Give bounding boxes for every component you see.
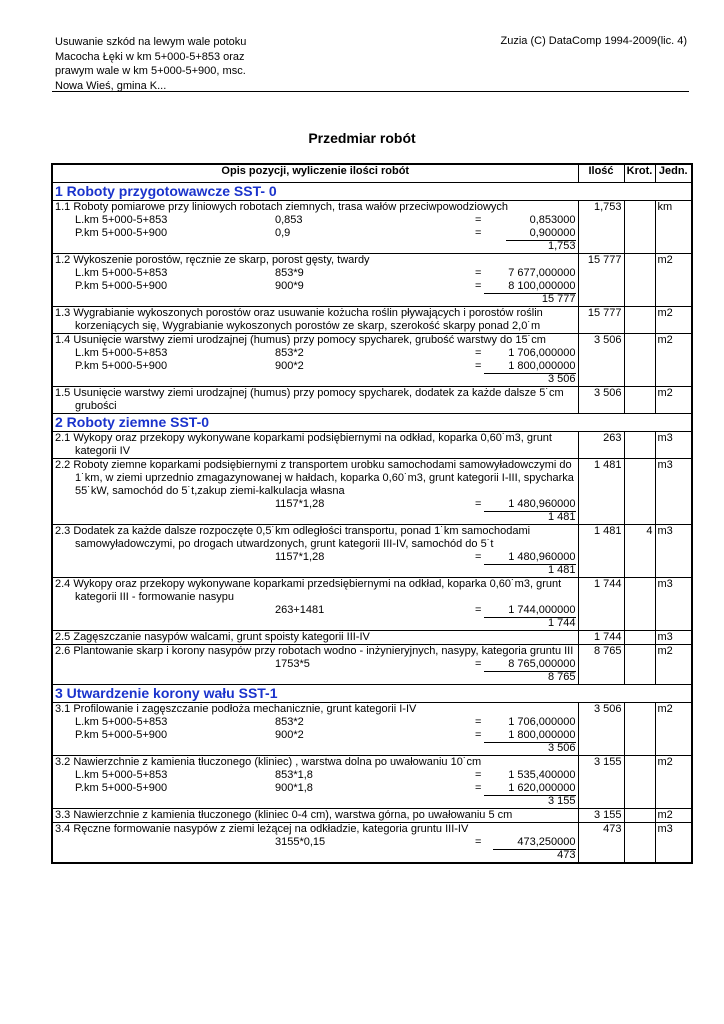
- calc-equals: =: [475, 498, 482, 510]
- calc-expression: 3155*0,15: [275, 836, 326, 848]
- item-unit: m2: [655, 809, 692, 823]
- calc-line: [55, 604, 576, 617]
- item-quantity: 1 744: [578, 631, 624, 645]
- calc-value: 1 480,960000: [484, 551, 575, 565]
- item-unit: m3: [655, 823, 692, 864]
- calc-total: 1 481: [547, 511, 576, 523]
- calc-expression: 263+1481: [275, 604, 325, 616]
- page-title: Przedmiar robót: [308, 130, 416, 146]
- item-quantity: 8 765: [578, 645, 624, 685]
- calc-total-line: [55, 617, 576, 630]
- item-description-cell: [52, 525, 578, 578]
- item-multiplier: [624, 307, 655, 334]
- item-description-cell: [52, 201, 578, 254]
- calc-equals: =: [475, 604, 482, 616]
- item-multiplier: [624, 645, 655, 685]
- item-description-cell: [52, 631, 578, 645]
- item-description-cell: [52, 703, 578, 756]
- item-description-cell: [52, 334, 578, 387]
- calc-value: 0,900000: [506, 227, 576, 241]
- calc-line: [55, 769, 576, 782]
- table-row: [52, 578, 692, 631]
- item-description-cell: [52, 809, 578, 823]
- table-row: [52, 525, 692, 578]
- table-row: [52, 387, 692, 414]
- item-text: 3.4 Ręczne formowanie nasypów z ziemi leżącej na odkładzie, kategoria gruntu III-IV: [55, 823, 469, 835]
- calc-total-line: [55, 293, 576, 306]
- calc-expression: 0,853: [275, 214, 303, 226]
- calc-value: 8 100,000000: [484, 280, 575, 294]
- calc-line: [55, 280, 576, 293]
- col-desc-header: Opis pozycji, wyliczenie ilości robót: [52, 164, 578, 183]
- calc-total: 1 744: [547, 617, 576, 629]
- calc-line: [55, 658, 576, 671]
- item-text: 1.4 Usunięcie warstwy ziemi urodzajnej (humus) przy pomocy spycharek, grubość warstwy do 15˙cm: [55, 334, 546, 346]
- item-description-cell: [52, 387, 578, 414]
- calc-total: 1,753: [547, 240, 576, 252]
- item-unit: m2: [655, 254, 692, 307]
- calc-total: 1 481: [547, 564, 576, 576]
- table-row: [52, 756, 692, 809]
- item-multiplier: [624, 756, 655, 809]
- calc-value: 1 620,000000: [484, 782, 575, 796]
- item-description-cell: [52, 823, 578, 864]
- calc-equals: =: [475, 836, 482, 848]
- calc-value: 1 744,000000: [484, 604, 575, 618]
- table-row: [52, 432, 692, 459]
- section-row: [52, 414, 692, 432]
- table-row: [52, 631, 692, 645]
- item-unit: m2: [655, 387, 692, 414]
- section-title: 3 Utwardzenie korony wału SST-1: [52, 685, 692, 703]
- calc-equals: =: [475, 729, 482, 741]
- calc-label: L.km 5+000-5+853: [75, 267, 168, 279]
- item-quantity: 1 481: [578, 459, 624, 525]
- header-divider: [52, 91, 689, 92]
- calc-expression: 900*2: [275, 729, 304, 741]
- item-text: 1.1 Roboty pomiarowe przy liniowych robotach ziemnych, trasa wałów przeciwpowodziowych: [55, 201, 509, 213]
- table-row: [52, 201, 692, 254]
- item-multiplier: [624, 703, 655, 756]
- calc-line: [55, 551, 576, 564]
- section-row: [52, 183, 692, 201]
- item-multiplier: [624, 823, 655, 864]
- calc-total-line: [55, 373, 576, 386]
- table-row: [52, 703, 692, 756]
- item-unit: m3: [655, 459, 692, 525]
- item-unit: m2: [655, 703, 692, 756]
- item-text: 2.3 Dodatek za każde dalsze rozpoczęte 0,5˙km odległości transportu, ponad 1˙km samochodami samowyładowczymi, po drogach utwardzonych, grunt kategorii III-IV, samochód do 5˙t: [55, 525, 531, 550]
- item-quantity: 1,753: [578, 201, 624, 254]
- calc-expression: 900*9: [275, 280, 304, 292]
- calc-expression: 1157*1,28: [275, 551, 325, 563]
- table-row: [52, 823, 692, 864]
- calc-expression: 853*2: [275, 347, 304, 359]
- item-description-cell: [52, 578, 578, 631]
- item-unit: m2: [655, 307, 692, 334]
- calc-label: P.km 5+000-5+900: [75, 360, 168, 372]
- item-description-cell: [52, 645, 578, 685]
- calc-expression: 853*9: [275, 267, 304, 279]
- calc-value: 1 800,000000: [484, 360, 575, 374]
- item-description-cell: [52, 307, 578, 334]
- item-unit: m2: [655, 645, 692, 685]
- calc-total: 3 506: [547, 742, 576, 754]
- item-text: 2.1 Wykopy oraz przekopy wykonywane koparkami podsiębiernymi na odkład, koparka 0,60˙m3, grunt kategorii IV: [55, 432, 552, 457]
- calc-equals: =: [475, 769, 482, 781]
- project-line: Usuwanie szkód na lewym wale potoku: [55, 36, 247, 48]
- calc-total-line: [55, 240, 576, 253]
- col-krot-header: Krot.: [624, 164, 655, 183]
- item-multiplier: [624, 254, 655, 307]
- item-unit: km: [655, 201, 692, 254]
- calc-equals: =: [475, 227, 482, 239]
- table-row: [52, 254, 692, 307]
- calc-value: 0,853000: [529, 214, 576, 226]
- calc-expression: 900*1,8: [275, 782, 313, 794]
- item-text: 2.4 Wykopy oraz przekopy wykonywane koparkami przedsiębiernymi na odkład, koparka 0,60˙m3, grunt kategorii III - formowanie nasypu: [55, 578, 562, 603]
- section-title: 2 Roboty ziemne SST-0: [52, 414, 692, 432]
- item-quantity: 1 744: [578, 578, 624, 631]
- table-row: [52, 459, 692, 525]
- calc-value: 7 677,000000: [508, 267, 576, 279]
- item-text: 3.2 Nawierzchnie z kamienia tłuczonego (kliniec) , warstwa dolna po uwałowaniu 10˙cm: [55, 756, 482, 768]
- item-quantity: 3 506: [578, 703, 624, 756]
- project-line: prawym wale w km 5+000-5+900, msc.: [55, 65, 246, 77]
- calc-line: [55, 836, 576, 849]
- table-header-row: [52, 164, 692, 183]
- calc-equals: =: [475, 280, 482, 292]
- calc-expression: 853*1,8: [275, 769, 313, 781]
- section-row: [52, 685, 692, 703]
- calc-value: 1 800,000000: [484, 729, 575, 743]
- item-quantity: 3 506: [578, 387, 624, 414]
- calc-expression: 1157*1,28: [275, 498, 325, 510]
- item-multiplier: [624, 459, 655, 525]
- calc-line: [55, 716, 576, 729]
- item-multiplier: [624, 334, 655, 387]
- calc-expression: 1753*5: [275, 658, 310, 670]
- project-line: Macocha Łęki w km 5+000-5+853 oraz: [55, 50, 245, 63]
- calc-total-line: [55, 849, 576, 862]
- calc-total-line: [55, 671, 576, 684]
- item-unit: m3: [655, 432, 692, 459]
- calc-line: [55, 267, 576, 280]
- calc-label: P.km 5+000-5+900: [75, 782, 168, 794]
- calc-total: 15 777: [541, 293, 576, 305]
- item-text: 2.6 Plantowanie skarp i korony nasypów przy robotach wodno - inżynieryjnych, nasypy, kategoria gruntu III: [55, 645, 574, 657]
- item-multiplier: [624, 631, 655, 645]
- table-row: [52, 645, 692, 685]
- calc-total: 3 155: [547, 795, 576, 807]
- col-unit-header: Jedn.: [655, 164, 692, 183]
- calc-total: 8 765: [547, 671, 576, 683]
- item-quantity: 473: [578, 823, 624, 864]
- col-qty-header: Ilość: [578, 164, 624, 183]
- calc-expression: 0,9: [275, 227, 291, 239]
- item-quantity: 3 155: [578, 756, 624, 809]
- calc-value: 8 765,000000: [484, 658, 575, 672]
- calc-equals: =: [475, 782, 482, 794]
- item-quantity: 15 777: [578, 254, 624, 307]
- calc-label: L.km 5+000-5+853: [75, 214, 168, 226]
- calc-expression: 900*2: [275, 360, 304, 372]
- table-row: [52, 334, 692, 387]
- item-text: 1.3 Wygrabianie wykoszonych porostów oraz usuwanie kożucha roślin pływających i porostów roślin korzeniących się, Wygrabianie wykoszonych porostów ze skarp, szerokość skarpy ponad 2,0˙m: [55, 307, 543, 332]
- table-row: [52, 809, 692, 823]
- item-unit: m3: [655, 525, 692, 578]
- item-quantity: 3 506: [578, 334, 624, 387]
- item-multiplier: [624, 432, 655, 459]
- item-unit: m3: [655, 578, 692, 631]
- calc-equals: =: [475, 214, 482, 226]
- calc-line: [55, 498, 576, 511]
- item-description-cell: [52, 254, 578, 307]
- table-body: [52, 183, 692, 864]
- item-text: 3.3 Nawierzchnie z kamienia tłuczonego (kliniec 0-4 cm), warstwa górna, po uwałowaniu 5 cm: [55, 809, 513, 821]
- calc-total-line: [55, 511, 576, 524]
- calc-expression: 853*2: [275, 716, 304, 728]
- calc-equals: =: [475, 716, 482, 728]
- section-title: 1 Roboty przygotowawcze SST- 0: [52, 183, 692, 201]
- item-unit: m2: [655, 756, 692, 809]
- software-credit: Zuzia (C) DataComp 1994-2009(lic. 4): [500, 35, 687, 47]
- calc-line: [55, 227, 576, 240]
- calc-equals: =: [475, 267, 482, 279]
- calc-line: [55, 360, 576, 373]
- item-description-cell: [52, 459, 578, 525]
- item-multiplier: [624, 809, 655, 823]
- calc-total: 3 506: [547, 373, 576, 385]
- item-text: 1.5 Usunięcie warstwy ziemi urodzajnej (humus) przy pomocy spycharek, dodatek za każde dalsze 5˙cm grubości: [55, 387, 564, 412]
- calc-value: 1 706,000000: [508, 716, 576, 728]
- calc-label: L.km 5+000-5+853: [75, 716, 168, 728]
- item-quantity: 1 481: [578, 525, 624, 578]
- calc-line: [55, 782, 576, 795]
- item-text: 3.1 Profilowanie i zagęszczanie podłoża mechanicznie, grunt kategorii I-IV: [55, 703, 417, 715]
- item-unit: m2: [655, 334, 692, 387]
- calc-value: 473,250000: [493, 836, 575, 850]
- project-line: Nowa Wieś, gmina K...: [55, 79, 167, 92]
- table-row: [52, 307, 692, 334]
- calc-line: [55, 729, 576, 742]
- calc-total-line: [55, 742, 576, 755]
- item-quantity: 15 777: [578, 307, 624, 334]
- calc-value: 1 706,000000: [508, 347, 576, 359]
- calc-line: [55, 214, 576, 227]
- item-unit: m3: [655, 631, 692, 645]
- calc-equals: =: [475, 658, 482, 670]
- calc-total-line: [55, 795, 576, 808]
- calc-equals: =: [475, 347, 482, 359]
- item-quantity: 263: [578, 432, 624, 459]
- item-multiplier: 4: [624, 525, 655, 578]
- calc-label: L.km 5+000-5+853: [75, 347, 168, 359]
- item-multiplier: [624, 387, 655, 414]
- calc-equals: =: [475, 551, 482, 563]
- item-text: 2.5 Zagęszczanie nasypów walcami, grunt spoisty kategorii III-IV: [55, 631, 370, 643]
- calc-label: P.km 5+000-5+900: [75, 729, 168, 741]
- calc-line: [55, 347, 576, 360]
- calc-value: 1 480,960000: [484, 498, 575, 512]
- item-description-cell: [52, 756, 578, 809]
- calc-label: L.km 5+000-5+853: [75, 769, 168, 781]
- item-description-cell: [52, 432, 578, 459]
- calc-total: 473: [557, 849, 576, 861]
- calc-value: 1 535,400000: [508, 769, 576, 781]
- item-multiplier: [624, 201, 655, 254]
- bill-of-quantities-table: [51, 163, 693, 864]
- calc-label: P.km 5+000-5+900: [75, 227, 168, 239]
- project-description: [55, 35, 246, 93]
- calc-label: P.km 5+000-5+900: [75, 280, 168, 292]
- calc-equals: =: [475, 360, 482, 372]
- item-text: 1.2 Wykoszenie porostów, ręcznie ze skarp, porost gęsty, twardy: [55, 254, 370, 266]
- calc-total-line: [55, 564, 576, 577]
- item-text: 2.2 Roboty ziemne koparkami podsiębiernymi z transportem urobku samochodami samowyładowczymi do 1˙km, w ziemi uprzednio zmagazynowanej w hałdach, koparka 0,60˙m3, grunt kategorii I-III, spycharka 55˙kW, samochód do 5˙t,zakup ziemi-kalkulacja własna: [55, 459, 574, 497]
- item-quantity: 3 155: [578, 809, 624, 823]
- item-multiplier: [624, 578, 655, 631]
